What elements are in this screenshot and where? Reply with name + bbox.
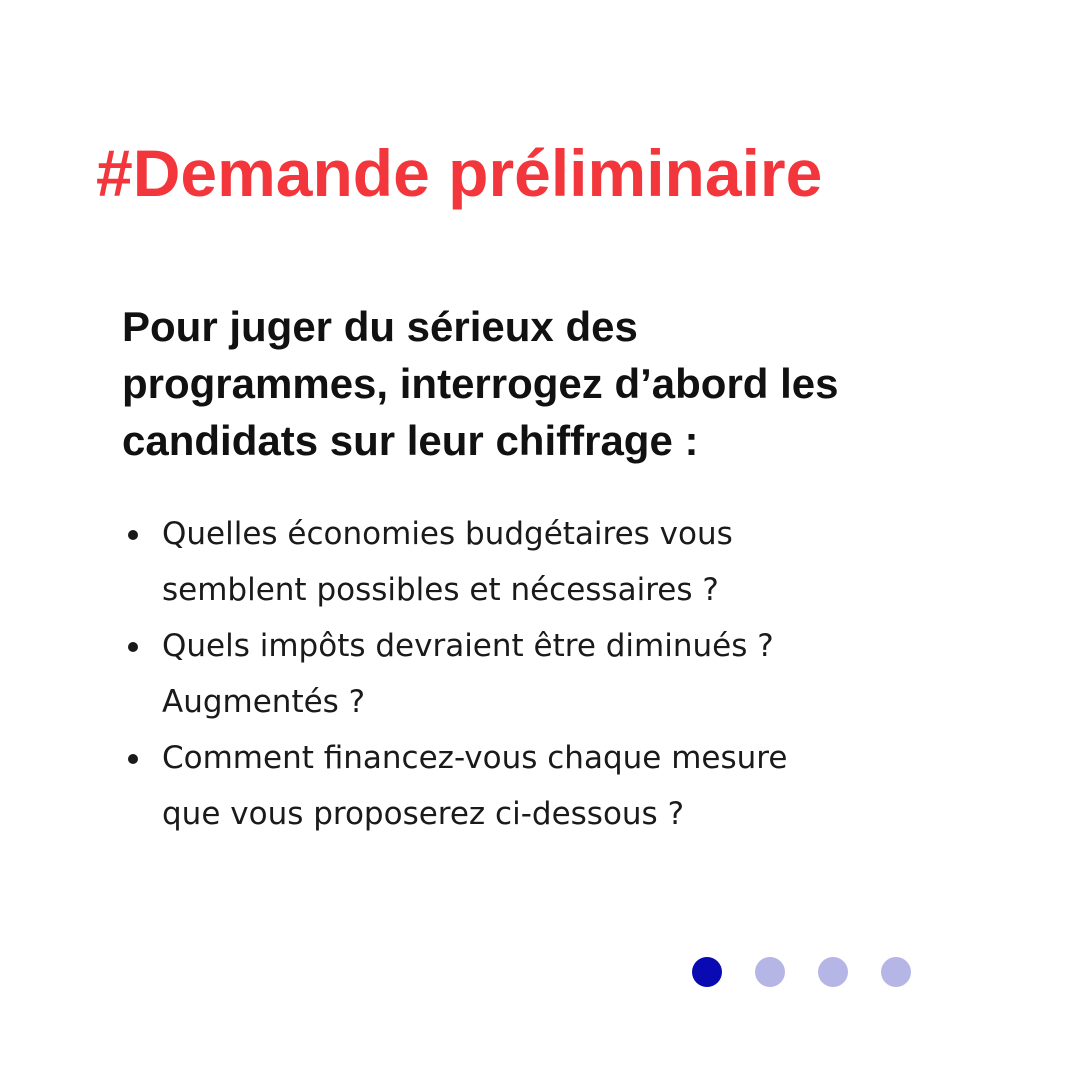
list-item-line: que vous proposerez ci-dessous ? — [162, 796, 685, 832]
slide-title: #Demande préliminaire — [96, 136, 823, 210]
bullet-icon — [128, 530, 138, 540]
question-list — [122, 506, 982, 842]
lead-line: Pour juger du sérieux des — [122, 303, 638, 350]
lead-line: programmes, interrogez d’abord les — [122, 360, 839, 407]
list-item — [122, 730, 982, 842]
page-dot[interactable] — [755, 957, 785, 987]
list-item-line: semblent possibles et nécessaires ? — [162, 572, 719, 608]
page-dot-active[interactable] — [692, 957, 722, 987]
pagination-dots — [692, 956, 911, 988]
list-item-line: Comment financez-vous chaque mesure — [162, 740, 788, 776]
list-item-line: Quelles économies budgétaires vous — [162, 516, 733, 552]
lead-paragraph — [122, 298, 1002, 469]
bullet-icon — [128, 642, 138, 652]
list-item-line: Augmentés ? — [162, 684, 366, 720]
lead-line: candidats sur leur chiffrage : — [122, 417, 699, 464]
list-item-line: Quels impôts devraient être diminués ? — [162, 628, 774, 664]
list-item — [122, 618, 982, 730]
page-dot[interactable] — [818, 957, 848, 987]
list-item — [122, 506, 982, 618]
bullet-icon — [128, 754, 138, 764]
page-dot[interactable] — [881, 957, 911, 987]
